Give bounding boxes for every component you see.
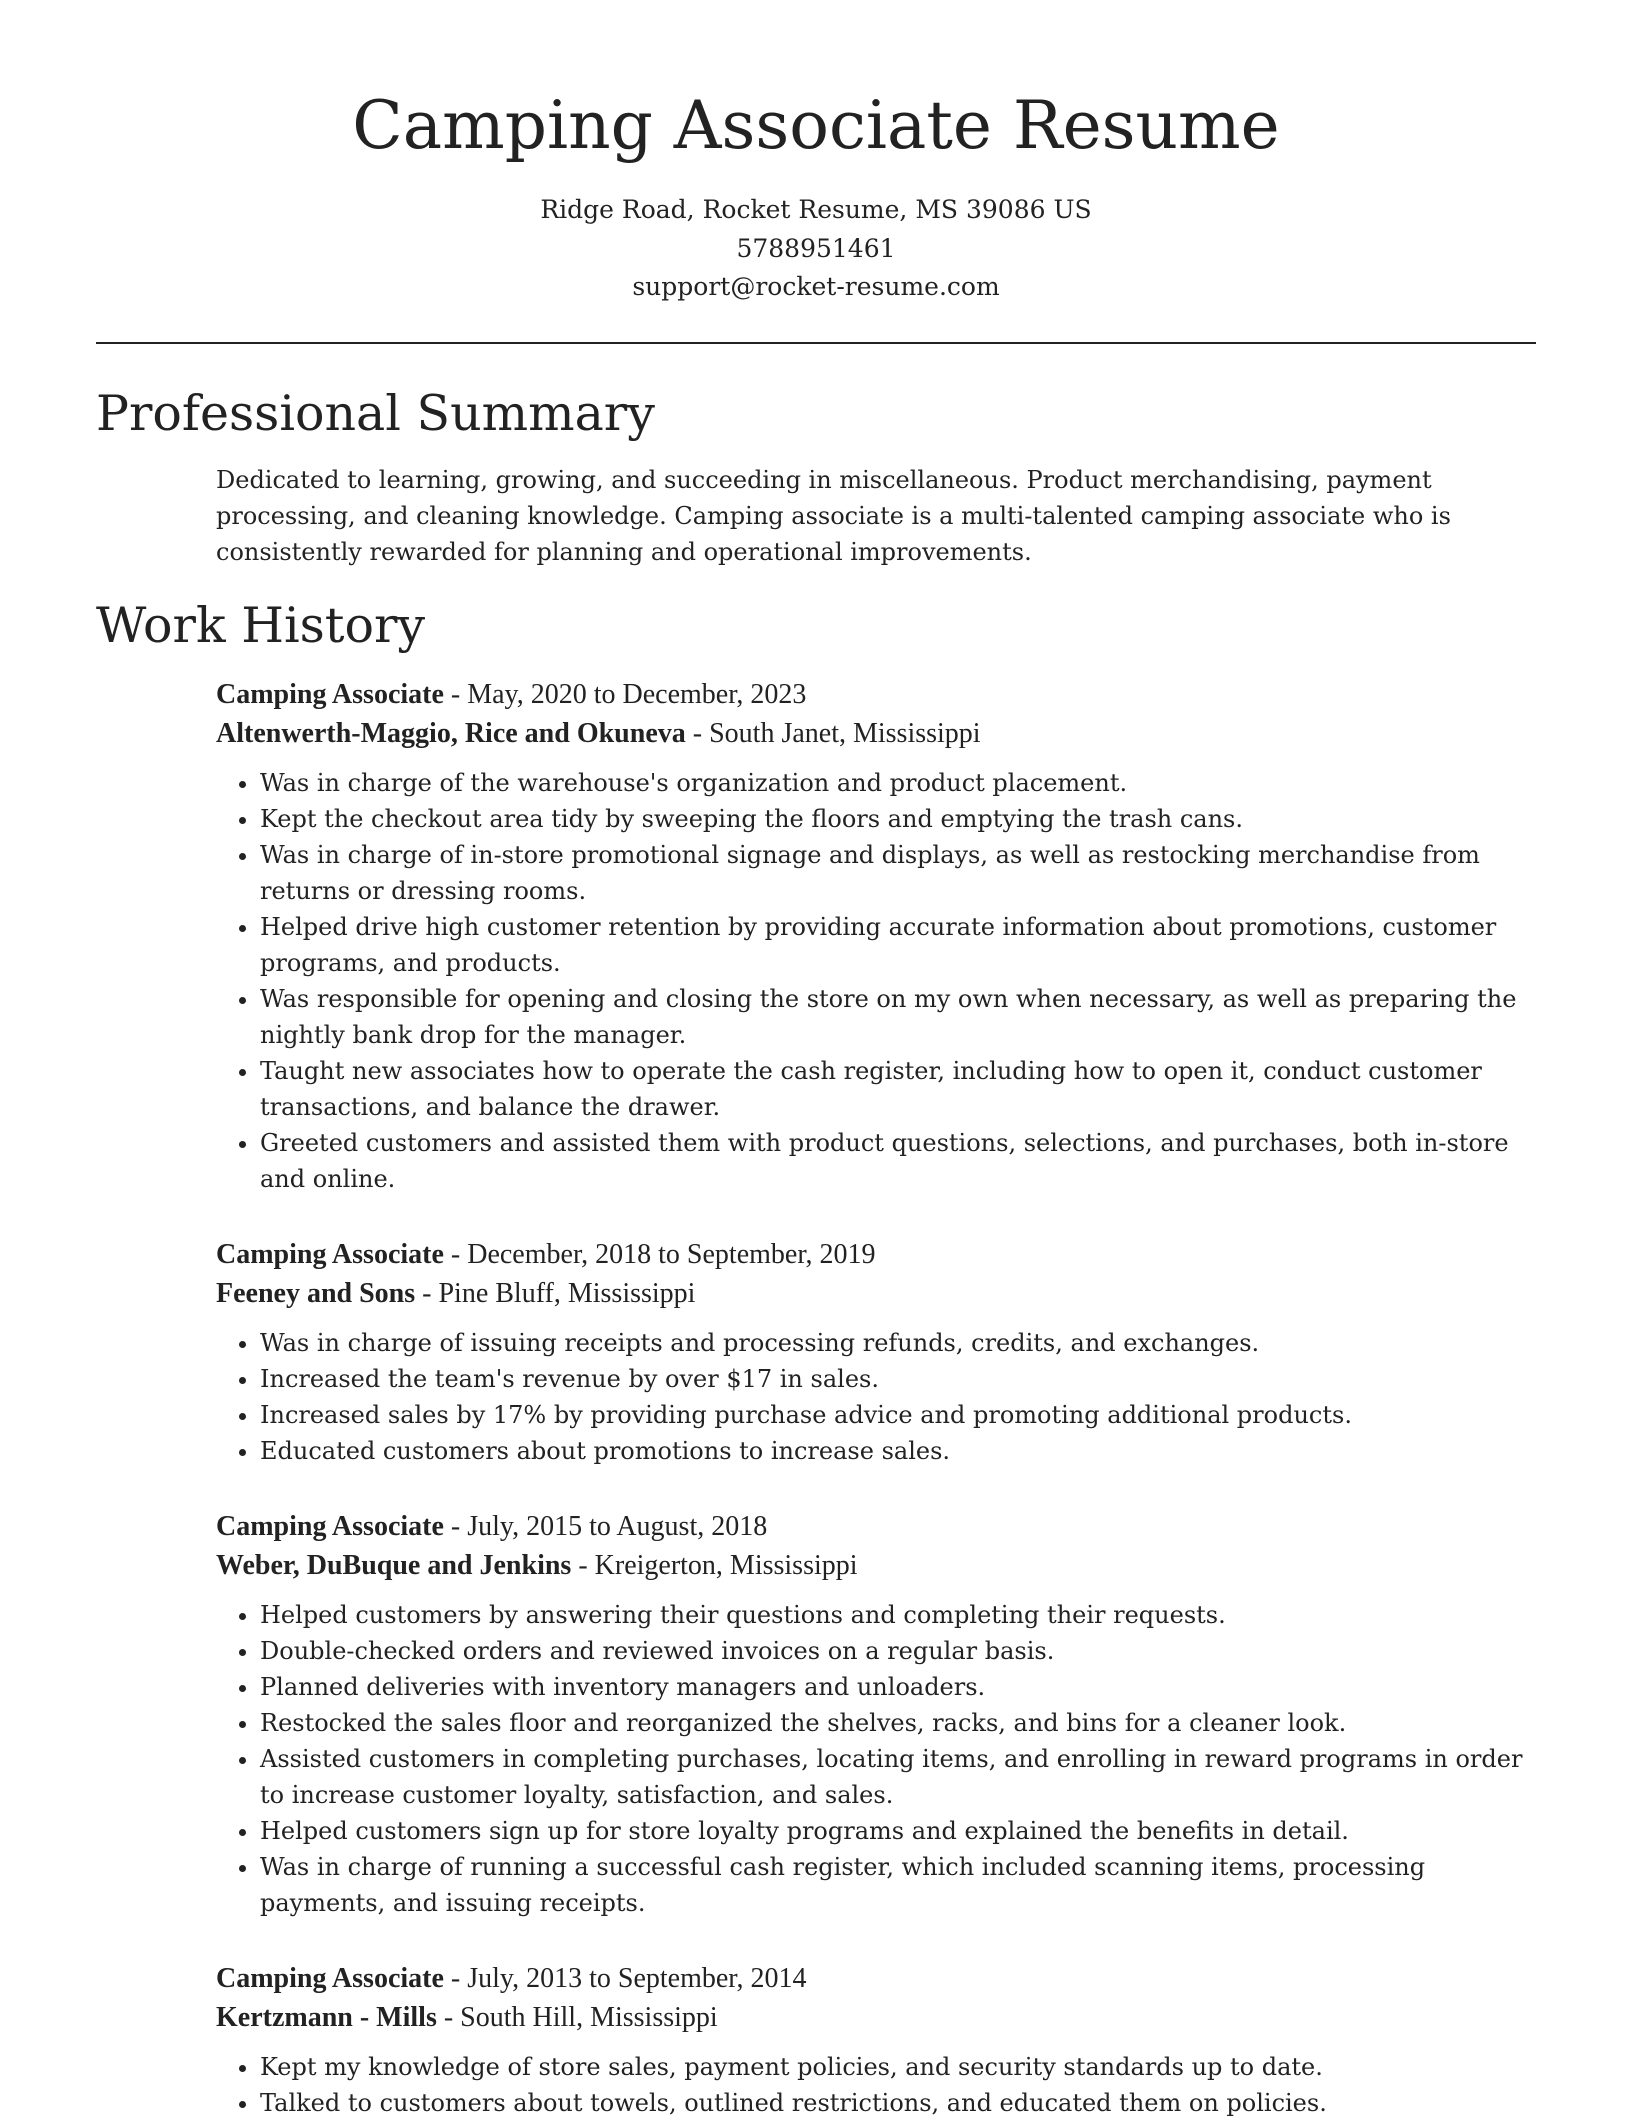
job-company: Weber, DuBuque and Jenkins	[216, 1550, 572, 1581]
job-title-line	[216, 1959, 1536, 1998]
job-bullet: • Was in charge of running a successful cash register, which included scanning items, processing payments, and issuing receipts.	[260, 1849, 1536, 1921]
job-company-line	[216, 1274, 1536, 1313]
job-bullet: • Was in charge of in-store promotional signage and displays, as well as restocking merchandise from returns or dressing rooms.	[260, 837, 1536, 909]
job-dates: - May, 2020 to December, 2023	[443, 679, 807, 710]
contact-address: Ridge Road, Rocket Resume, MS 39086 US	[540, 195, 1092, 224]
job-location: - South Hill, Mississippi	[436, 2002, 718, 2033]
job-bullet: • Kept the checkout area tidy by sweeping the floors and emptying the trash cans.	[260, 801, 1536, 837]
job-title: Camping Associate	[216, 1239, 444, 1270]
job-bullet: • Educated customers about promotions to increase sales.	[260, 1433, 1536, 1469]
job-bullet: • Increased sales by 17% by providing purchase advice and promoting additional products.	[260, 1397, 1536, 1433]
job-entry	[216, 1507, 1536, 1921]
job-bullet: • Assisted customers in completing purchases, locating items, and enrolling in reward programs in order to increase customer loyalty, satisfaction, and sales.	[260, 1741, 1536, 1813]
job-location: - South Janet, Mississippi	[685, 718, 981, 749]
job-dates: - December, 2018 to September, 2019	[443, 1239, 876, 1270]
job-location: - Pine Bluff, Mississippi	[415, 1278, 696, 1309]
header-divider	[96, 342, 1536, 344]
job-bullets	[216, 2049, 1536, 2121]
job-company: Altenwerth-Maggio, Rice and Okuneva	[216, 718, 686, 749]
summary-heading: Professional Summary	[96, 385, 655, 442]
job-company-line	[216, 1998, 1536, 2037]
job-title-line	[216, 1507, 1536, 1546]
job-dates: - July, 2013 to September, 2014	[443, 1963, 807, 1994]
job-entry	[216, 675, 1536, 1197]
job-bullet: • Double-checked orders and reviewed invoices on a regular basis.	[260, 1633, 1536, 1669]
job-entry	[216, 1235, 1536, 1469]
job-bullet: • Taught new associates how to operate the cash register, including how to open it, conduct customer transactions, and balance the drawer.	[260, 1053, 1536, 1125]
job-location: - Kreigerton, Mississippi	[571, 1550, 858, 1581]
job-bullet: • Was in charge of the warehouse's organization and product placement.	[260, 765, 1536, 801]
job-bullet: • Helped customers sign up for store loyalty programs and explained the benefits in detail.	[260, 1813, 1536, 1849]
work-history-heading: Work History	[96, 597, 426, 654]
contact-phone: 5788951461	[736, 234, 896, 263]
job-bullet: • Talked to customers about towels, outlined restrictions, and educated them on policies.	[260, 2085, 1536, 2121]
job-bullets	[216, 1325, 1536, 1469]
job-bullet: • Planned deliveries with inventory managers and unloaders.	[260, 1669, 1536, 1705]
job-company-line	[216, 714, 1536, 753]
job-title: Camping Associate	[216, 1963, 444, 1994]
job-title-line	[216, 675, 1536, 714]
job-bullet: • Increased the team's revenue by over $17 in sales.	[260, 1361, 1536, 1397]
job-entry	[216, 1959, 1536, 2121]
resume-title: Camping Associate Resume	[352, 87, 1280, 164]
job-title: Camping Associate	[216, 1511, 444, 1542]
summary-text: Dedicated to learning, growing, and succeeding in miscellaneous. Product merchandising, payment processing, and cleaning knowledge. Camping associate is a multi-talented camping associate who is consistently rewarded for planning and operational improvements.	[216, 466, 1451, 566]
job-dates: - July, 2015 to August, 2018	[443, 1511, 768, 1542]
job-bullets	[216, 765, 1536, 1197]
job-company: Feeney and Sons	[216, 1278, 416, 1309]
job-title-line	[216, 1235, 1536, 1274]
job-bullet: • Helped customers by answering their questions and completing their requests.	[260, 1597, 1536, 1633]
job-bullets	[216, 1597, 1536, 1921]
job-title: Camping Associate	[216, 679, 444, 710]
job-bullet: • Was responsible for opening and closing the store on my own when necessary, as well as preparing the nightly bank drop for the manager.	[260, 981, 1536, 1053]
job-company-line	[216, 1546, 1536, 1585]
job-bullet: • Was in charge of issuing receipts and processing refunds, credits, and exchanges.	[260, 1325, 1536, 1361]
job-bullet: • Kept my knowledge of store sales, payment policies, and security standards up to date.	[260, 2049, 1536, 2085]
job-bullet: • Greeted customers and assisted them with product questions, selections, and purchases, both in-store and online.	[260, 1125, 1536, 1197]
job-company: Kertzmann - Mills	[216, 2002, 437, 2033]
job-bullet: • Restocked the sales floor and reorganized the shelves, racks, and bins for a cleaner look.	[260, 1705, 1536, 1741]
contact-email: support@rocket-resume.com	[632, 272, 1000, 301]
job-bullet: • Helped drive high customer retention by providing accurate information about promotions, customer programs, and products.	[260, 909, 1536, 981]
